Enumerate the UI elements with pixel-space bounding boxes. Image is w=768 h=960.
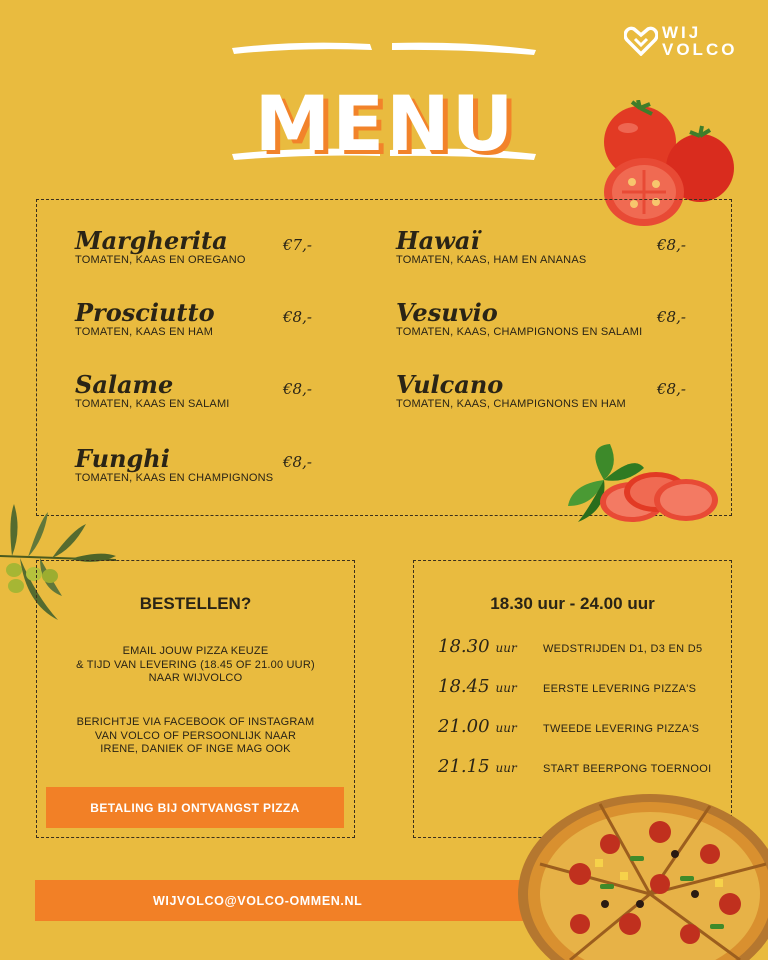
- brand-logo: [624, 24, 752, 60]
- order-title: BESTELLEN?: [139, 594, 252, 613]
- pizza-price: €8,-: [657, 236, 686, 254]
- order-text-line: VAN VOLCO OF PERSOONLIJK NAAR: [94, 729, 297, 742]
- time-value: 21.15: [438, 756, 490, 777]
- pizza-price: €8,-: [657, 308, 686, 326]
- order-instructions-email: [36, 645, 355, 686]
- payment-button: BETALING BIJ ONTVANGST PIZZA: [46, 787, 344, 828]
- time-unit: uur: [495, 761, 517, 775]
- pizza-price: €8,-: [283, 308, 312, 326]
- order-text-line: EMAIL JOUW PIZZA KEUZE: [122, 645, 269, 657]
- list-item: [75, 372, 230, 411]
- pizza-price: €8,-: [283, 453, 312, 471]
- pizza-description: TOMATEN, KAAS EN HAM: [75, 326, 214, 338]
- pizza-name: Margherita: [75, 226, 228, 255]
- list-item: [396, 228, 586, 267]
- pizza-name: Funghi: [75, 444, 170, 473]
- order-text-line: IRENE, DANIEK OF INGE MAG OOK: [100, 743, 291, 755]
- order-text-line: BERICHTJE VIA FACEBOOK OF INSTAGRAM: [76, 716, 315, 728]
- pizza-price: €7,-: [283, 236, 312, 254]
- schedule-time: [438, 716, 517, 737]
- list-item: [396, 372, 626, 411]
- list-item: [396, 300, 642, 339]
- list-item: [75, 228, 246, 267]
- pizza-description: TOMATEN, KAAS EN OREGANO: [75, 254, 246, 266]
- list-item: [75, 300, 215, 339]
- pizza-description: TOMATEN, KAAS EN SALAMI: [75, 398, 230, 410]
- schedule-time: [438, 636, 517, 657]
- time-unit: uur: [495, 641, 517, 655]
- time-value: 21.00: [438, 716, 490, 737]
- pizza-price: €8,-: [657, 380, 686, 398]
- time-value: 18.30: [438, 636, 490, 657]
- pizza-name: Prosciutto: [75, 298, 215, 327]
- pizza-name: Hawaï: [396, 226, 480, 255]
- pizza-price: €8,-: [283, 380, 312, 398]
- basil-tomato-icon: [564, 440, 724, 526]
- logo-text-wij: WIJ: [662, 23, 702, 42]
- schedule-title: 18.30 uur - 24.00 uur: [490, 594, 655, 613]
- list-item: [75, 446, 273, 485]
- schedule-event: TWEEDE LEVERING PIZZA'S: [543, 723, 700, 735]
- logo-text-volco: VOLCO: [662, 40, 738, 59]
- schedule-event: EERSTE LEVERING PIZZA'S: [543, 683, 697, 695]
- schedule-time: [438, 676, 517, 697]
- pizza-name: Salame: [75, 370, 174, 399]
- order-text-line: NAAR WIJVOLCO: [148, 672, 243, 684]
- heart-logo-icon: [624, 26, 658, 56]
- schedule-time: [438, 756, 517, 777]
- time-unit: uur: [495, 721, 517, 735]
- page-title: MENU: [254, 79, 516, 168]
- pizza-image: [510, 784, 768, 960]
- pizza-name: Vulcano: [396, 370, 504, 399]
- pizza-description: TOMATEN, KAAS, HAM EN ANANAS: [396, 254, 587, 266]
- pizza-description: TOMATEN, KAAS, CHAMPIGNONS EN HAM: [396, 398, 626, 410]
- schedule-event: WEDSTRIJDEN D1, D3 EN D5: [543, 643, 703, 655]
- order-instructions-social: [36, 716, 355, 757]
- schedule-event: START BEERPONG TOERNOOI: [543, 763, 712, 775]
- time-unit: uur: [495, 681, 517, 695]
- pizza-description: TOMATEN, KAAS, CHAMPIGNONS EN SALAMI: [396, 326, 643, 338]
- order-text-line: & TIJD VAN LEVERING (18.45 OF 21.00 UUR): [76, 658, 315, 671]
- pizza-description: TOMATEN, KAAS EN CHAMPIGNONS: [75, 472, 274, 484]
- menu-title-block: [230, 38, 540, 168]
- time-value: 18.45: [438, 676, 490, 697]
- contact-email[interactable]: WIJVOLCO@VOLCO-OMMEN.NL: [35, 880, 535, 921]
- pizza-name: Vesuvio: [396, 298, 498, 327]
